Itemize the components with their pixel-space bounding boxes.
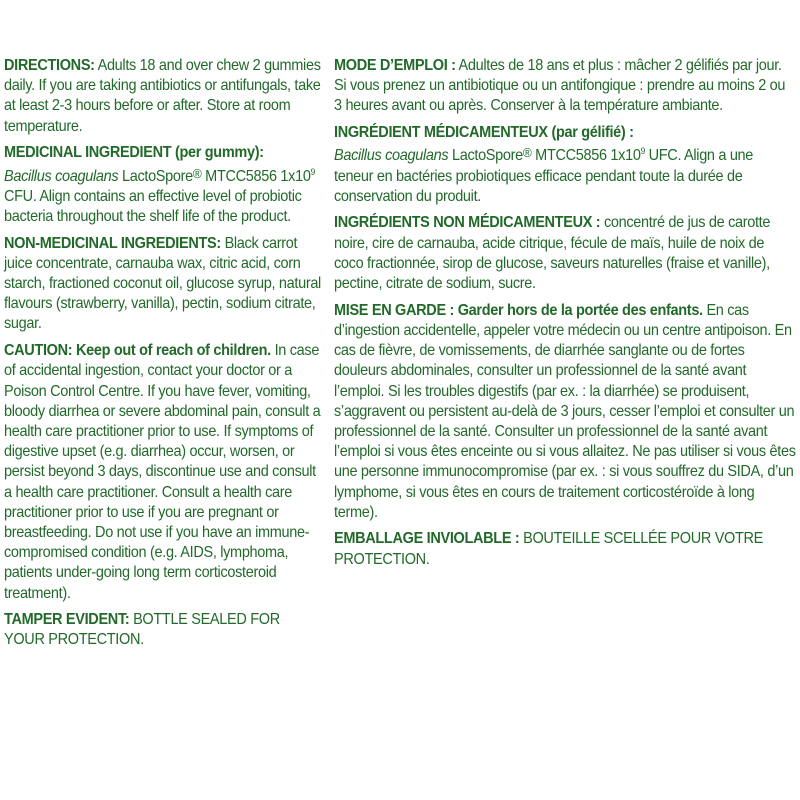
registered-mark-fr: ®: [522, 145, 532, 161]
medicinal-ingredient-heading: MEDICINAL INGREDIENT (per gummy):: [4, 144, 264, 162]
emballage-heading: EMBALLAGE INVIOLABLE :: [334, 530, 520, 548]
caution-text: In case of accidental ingestion, contact your doctor or a Poison Control Centre. If you have fever, vomiting, bloody diarrhea or severe abdominal pain, consult a health care practitioner prior to use. If symptoms of digestive upset (e.g. diarrhea) occur, worsen, or persist beyond 3 days, discontinue use and consult a health care practitioner. Consult a health care practitioner prior to use if you are pregnant or breastfeeding. Do not use if you have an immune-compromised condition (e.g. AIDS, lymphoma, patients under-going long term corticosteroid treatment).: [4, 342, 321, 602]
medicinal-ingredient-text: CFU. Align contains an effective level of probiotic bacteria throughout the shelf life of the product.: [4, 187, 302, 225]
brand-name: LactoSpore: [118, 167, 193, 185]
mise-en-garde-section: [334, 301, 796, 523]
non-medicamenteux-text: concentré de jus de carotte noire, cire de carnauba, acide citrique, fécule de maïs, huile de noix de coco fractionnée, sirop de glucose, saveurs naturelles (fraise et vanille), pectine, citrate de sodium, sucre.: [334, 214, 771, 293]
emballage-text: BOUTEILLE SCELLÉE POUR VOTRE PROTECTION.: [334, 530, 764, 568]
directions-section: [4, 56, 322, 137]
dose-exponent-fr: 9: [640, 146, 645, 157]
ingredient-medicamenteux-section: [334, 123, 796, 207]
caution-section: [4, 341, 322, 604]
strain-dose-fr: MTCC5856 1x10: [531, 147, 641, 165]
brand-name-fr: LactoSpore: [448, 147, 523, 165]
tamper-section: [4, 610, 322, 650]
dose-exponent: 9: [310, 166, 315, 177]
non-medicamenteux-section: [334, 213, 796, 294]
non-medicinal-section: [4, 234, 322, 335]
non-medicamenteux-heading: INGRÉDIENTS NON MÉDICAMENTEUX :: [334, 214, 601, 232]
medicinal-ingredient-section: [4, 143, 322, 227]
english-column: [4, 56, 322, 657]
tamper-text: BOTTLE SEALED FOR YOUR PROTECTION.: [4, 611, 280, 649]
registered-mark: ®: [192, 165, 202, 181]
organism-name: Bacillus coagulans: [4, 167, 119, 185]
directions-text: Adults 18 and over chew 2 gummies daily. If you are taking antibiotics or antifungals, take at least 2-3 hours before or after. Store at room temperature.: [4, 57, 321, 135]
non-medicinal-text: Black carrot juice concentrate, carnauba wax, citric acid, corn starch, fractioned coconut oil, glucose syrup, natural flavours (strawberry, vanilla), pectin, sodium citrate, sugar.: [4, 234, 321, 333]
french-column: [334, 56, 796, 576]
emballage-section: [334, 529, 796, 569]
strain-dose: MTCC5856 1x10: [201, 167, 311, 185]
organism-name-fr: Bacillus coagulans: [334, 147, 449, 165]
mise-en-garde-heading: MISE EN GARDE : Garder hors de la portée des enfants.: [334, 301, 703, 319]
caution-heading: CAUTION: Keep out of reach of children.: [4, 342, 271, 360]
ingredient-medicamenteux-text: UFC. Align a une teneur en bactéries probiotiques efficace pendant toute la durée de conservation du produit.: [334, 147, 754, 205]
tamper-heading: TAMPER EVIDENT:: [4, 611, 130, 629]
directions-heading: DIRECTIONS:: [4, 57, 95, 74]
mode-emploi-section: [334, 56, 796, 117]
mise-en-garde-text: En cas d’ingestion accidentelle, appeler votre médecin ou un centre antipoison. En cas de fièvre, de vomissements, de diarrhée sanglante ou de fortes douleurs abdominales, consulter un professionnel de la santé avant l’emploi. Si les troubles digestifs (par ex. : la diarrhée) se produisent, s’aggravent ou persistent au-delà de 3 jours, cesser l’emploi et consulter un professionnel de la santé. Consulter un professionnel de la santé avant l’emploi si vous êtes enceinte ou si vous allaitez. Ne pas utiliser si vous êtes une personne immunocompromise (par ex. : si vous souffrez du SIDA, d’un lymphome, si vous êtes en cours de traitement corticostéroïde à long terme).: [334, 301, 796, 521]
non-medicinal-heading: NON-MEDICINAL INGREDIENTS:: [4, 234, 221, 252]
mode-emploi-heading: MODE D’EMPLOI :: [334, 57, 456, 74]
mode-emploi-text: Adultes de 18 ans et plus : mâcher 2 gélifiés par jour. Si vous prenez un antibiotique ou un antifongique : prendre au moins 2 ou 3 heures avant ou après. Conserver à la température ambiante.: [334, 57, 786, 115]
ingredient-medicamenteux-heading: INGRÉDIENT MÉDICAMENTEUX (par gélifié) :: [334, 124, 634, 142]
